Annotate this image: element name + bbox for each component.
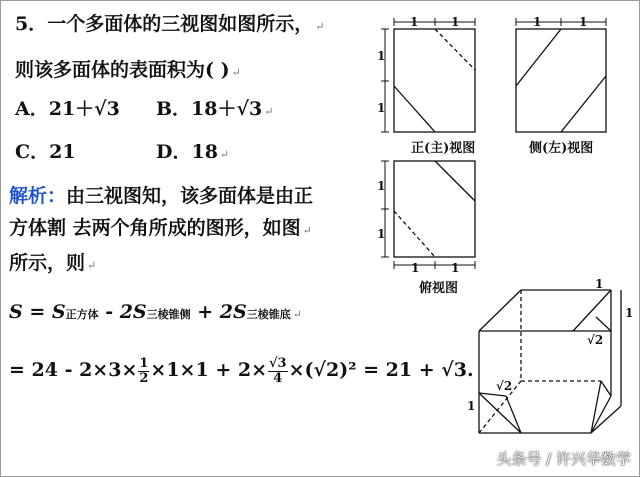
top-dim-bottom-left: 1 bbox=[411, 261, 420, 275]
solid-edge-label-top: 1 bbox=[595, 277, 604, 291]
top-view bbox=[381, 161, 475, 269]
front-view bbox=[381, 18, 475, 132]
fraction-root3-over-4: $\frac{√3}{4}$ bbox=[269, 356, 287, 386]
top-dim-left-bottom: 1 bbox=[377, 227, 386, 241]
solid-diag-label-top: √2 bbox=[587, 333, 604, 347]
solid-edge-label-right: 1 bbox=[625, 306, 634, 320]
solution-line-3: 所示，则 ↵ bbox=[9, 252, 97, 274]
three-view-drawings bbox=[1, 1, 639, 476]
fraction-half: $\frac{1}{2}$ bbox=[139, 356, 149, 386]
front-dim-top-right: 1 bbox=[451, 15, 460, 29]
watermark: 头条号 / 许兴华数学 bbox=[496, 450, 631, 468]
top-view-caption: 俯视图 bbox=[419, 281, 459, 296]
solution-line-2: 方体割 去两个角所成的图形，如图 ↵ bbox=[9, 217, 312, 239]
front-dim-top-left: 1 bbox=[410, 15, 419, 29]
side-dim-top-left: 1 bbox=[533, 15, 542, 29]
solid-diag-label-bottom: √2 bbox=[496, 379, 513, 393]
option-a: A．21＋√3 bbox=[15, 98, 120, 120]
solution-line-1: 解析：由三视图知，该多面体是由正 bbox=[9, 185, 314, 207]
problem-line-1: 5．一个多面体的三视图如图所示， ↵ bbox=[15, 13, 325, 35]
top-dim-bottom-right: 1 bbox=[451, 261, 460, 275]
side-dim-top-right: 1 bbox=[579, 15, 588, 29]
side-view-caption: 侧(左)视图 bbox=[529, 141, 594, 156]
front-dim-left-top: 1 bbox=[377, 49, 386, 63]
side-view bbox=[516, 18, 606, 132]
option-d: D．18 ↵ bbox=[156, 141, 230, 163]
option-c: C．21 bbox=[15, 141, 76, 163]
front-dim-left-bottom: 1 bbox=[377, 101, 386, 115]
solid-figure bbox=[479, 290, 621, 433]
formula-2: = 24 - 2×3× $\frac{1}{2}$ ×1×1 + 2× $\frac{√3}{4}$ ×(√2)² = 21 + √3. bbox=[9, 356, 474, 386]
formula-1: S = S正方体 - 2S三棱锥侧 + 2S三棱锥底 ↵ bbox=[9, 301, 302, 323]
option-b: B．18＋√3 ↵ bbox=[156, 98, 274, 120]
problem-line-2: 则该多面体的表面积为( ) ↵ bbox=[15, 59, 241, 81]
solid-edge-label-left: 1 bbox=[467, 399, 476, 413]
solution-label: 解析： bbox=[9, 185, 67, 207]
front-view-caption: 正(主)视图 bbox=[411, 141, 476, 156]
top-dim-left-top: 1 bbox=[377, 179, 386, 193]
